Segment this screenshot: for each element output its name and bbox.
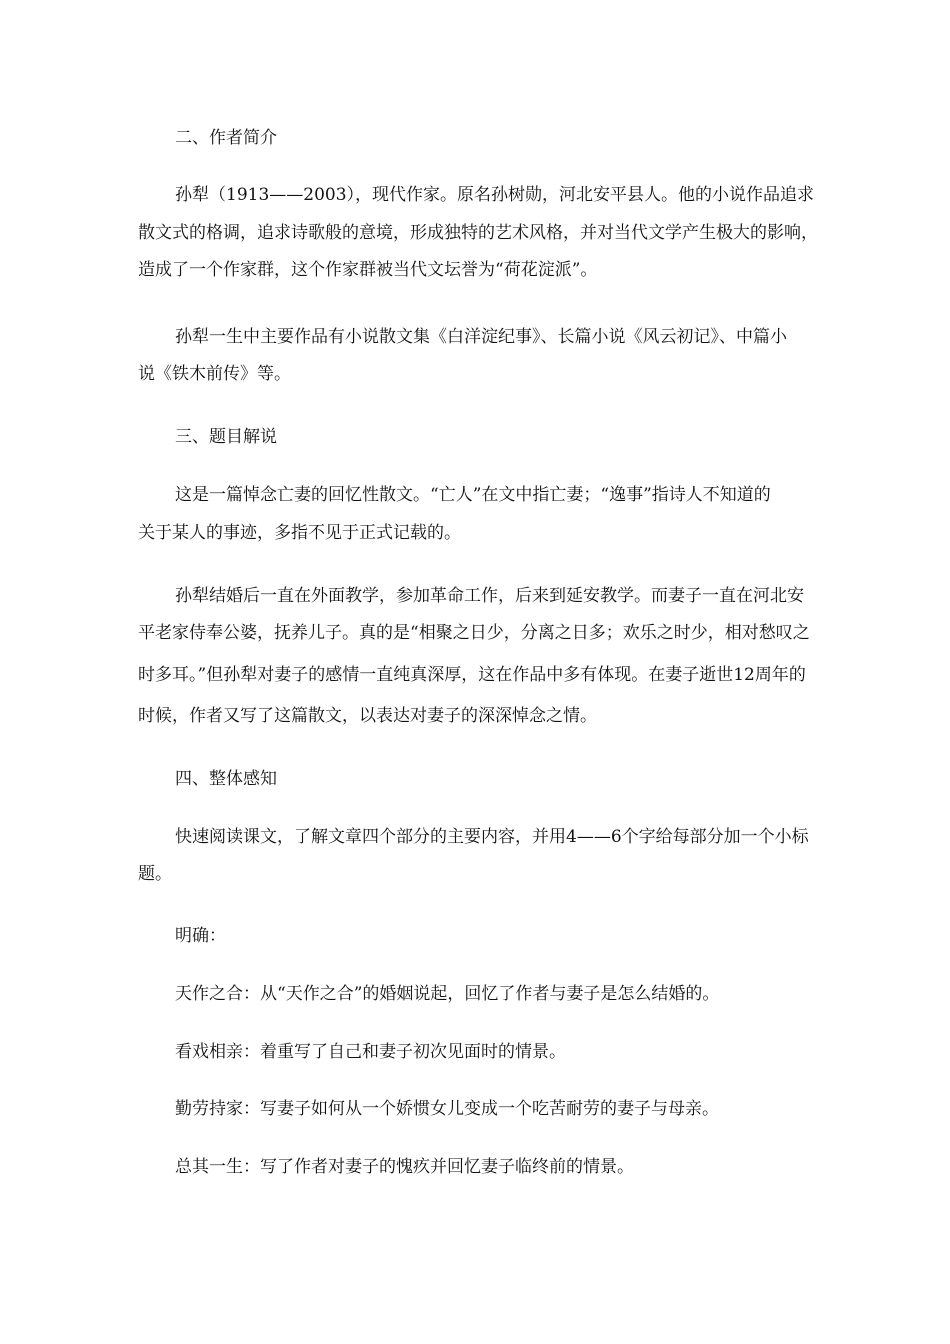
paragraph-line: 散文式的格调，追求诗歌般的意境，形成独特的艺术风格，并对当代文学产生极大的影响，	[138, 223, 818, 243]
section-heading-title: 三、题目解说	[175, 427, 277, 447]
paragraph-line: 说《铁木前传》等。	[138, 364, 291, 384]
paragraph-line: 造成了一个作家群，这个作家群被当代文坛誉为“荷花淀派”。	[138, 260, 598, 280]
paragraph-line: 孙犁一生中主要作品有小说散文集《白洋淀纪事》、长篇小说《风云初记》、中篇小	[175, 327, 787, 347]
paragraph-line: 孙犁（1913——2003），现代作家。原名孙树勋，河北安平县人。他的小说作品追求	[175, 185, 815, 205]
paragraph-line: 快速阅读课文，了解文章四个部分的主要内容，并用4——6个字给每部分加一个小标	[175, 827, 809, 847]
paragraph-line: 孙犁结婚后一直在外面教学，参加革命工作，后来到延安教学。而妻子一直在河北安	[175, 586, 804, 606]
section-heading-author: 二、作者简介	[175, 128, 277, 148]
list-item: 勤劳持家：写妻子如何从一个娇惯女儿变成一个吃苦耐劳的妻子与母亲。	[175, 1099, 719, 1119]
document-page	[138, 0, 818, 1344]
list-item: 看戏相亲：着重写了自己和妻子初次见面时的情景。	[175, 1042, 566, 1062]
list-item: 总其一生：写了作者对妻子的愧疚并回忆妻子临终前的情景。	[175, 1157, 634, 1177]
answer-label: 明确：	[175, 926, 226, 946]
list-item: 天作之合：从“天作之合”的婚姻说起，回忆了作者与妻子是怎么结婚的。	[175, 984, 720, 1004]
paragraph-line: 题。	[138, 864, 172, 884]
paragraph-line: 时候，作者又写了这篇散文，以表达对妻子的深深悼念之情。	[138, 706, 597, 726]
paragraph-line: 这是一篇悼念亡妻的回忆性散文。“亡人”在文中指亡妻；“逸事”指诗人不知道的	[175, 485, 771, 505]
paragraph-line: 平老家侍奉公婆，抚养儿子。真的是“相聚之日少，分离之日多；欢乐之时少，相对愁叹之	[138, 623, 810, 643]
paragraph-line: 关于某人的事迹，多指不见于正式记载的。	[138, 523, 461, 543]
section-heading-overall: 四、整体感知	[175, 769, 277, 789]
paragraph-line: 时多耳。”但孙犁对妻子的感情一直纯真深厚，这在作品中多有体现。在妻子逝世12周年的	[138, 665, 806, 685]
